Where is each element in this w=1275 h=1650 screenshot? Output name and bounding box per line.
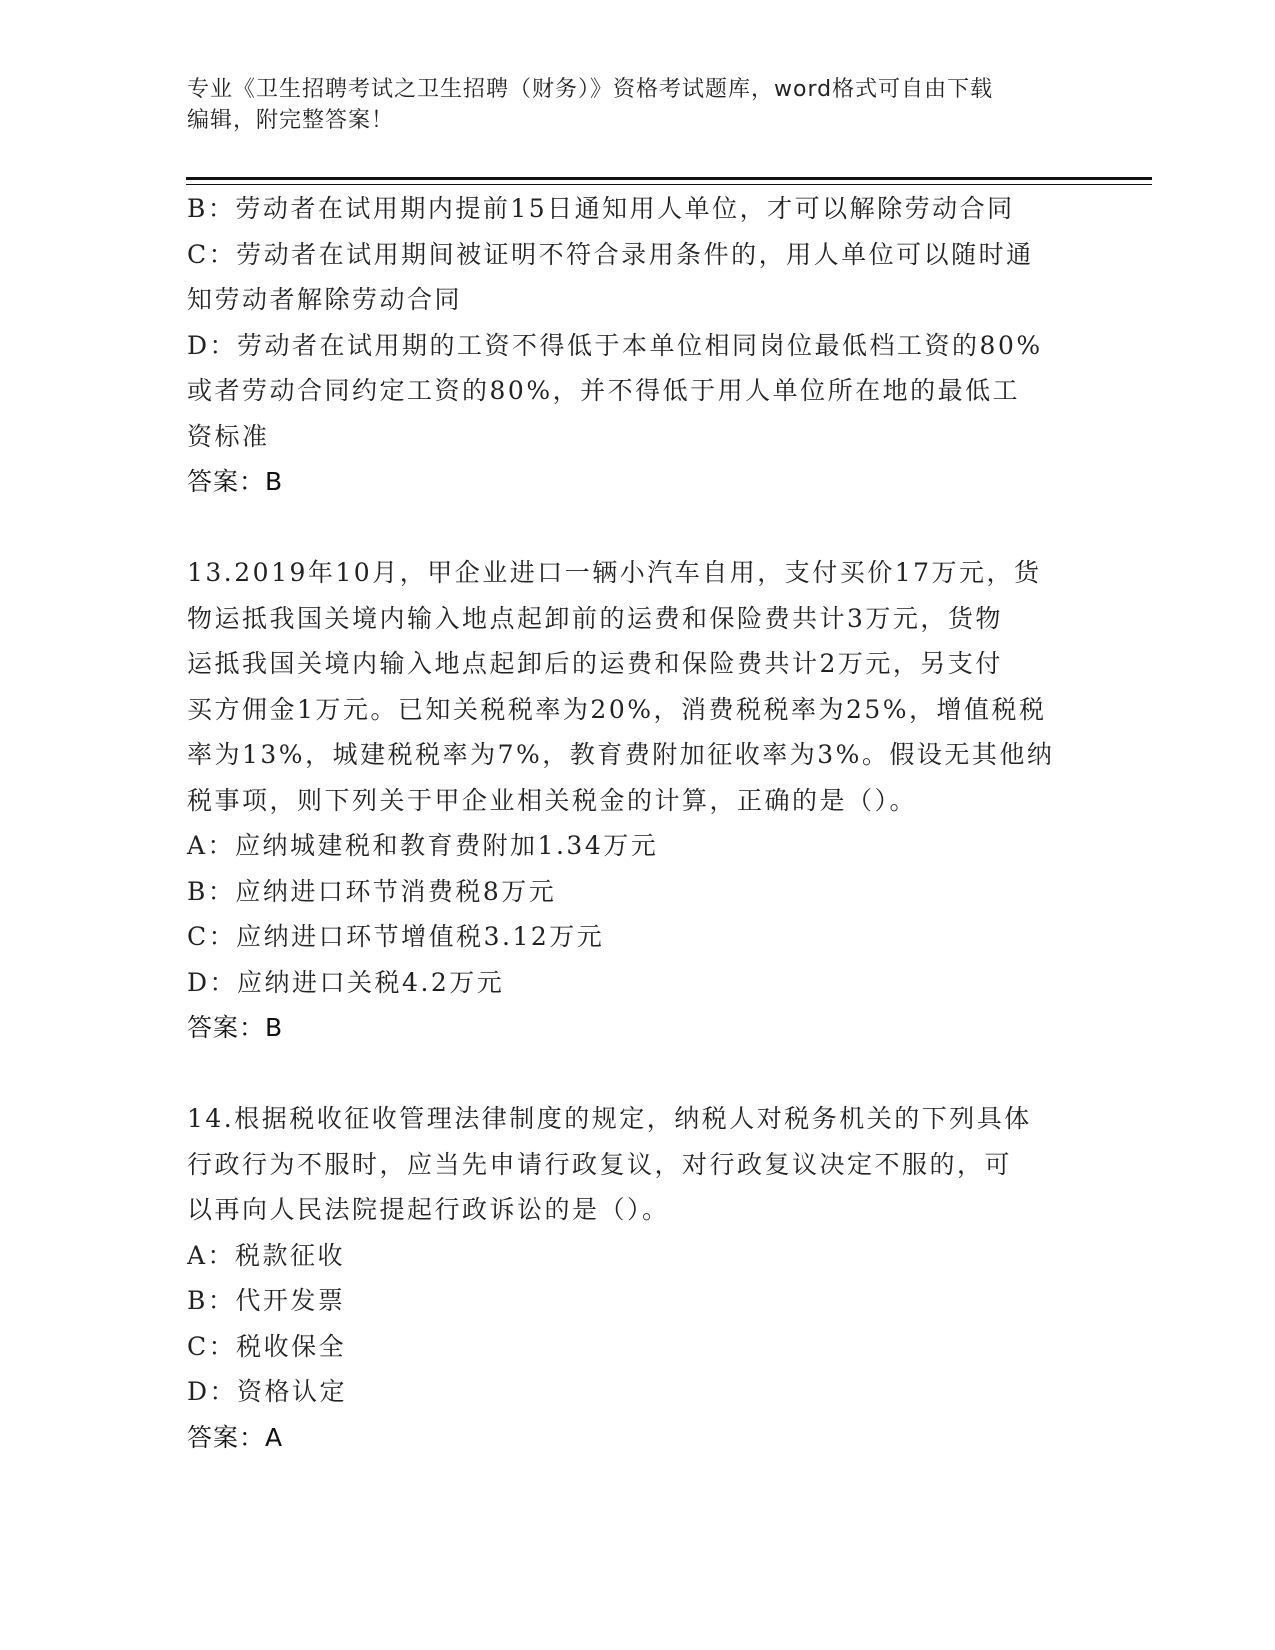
option-b: B：代开发票: [187, 1286, 346, 1315]
option-a: A：税款征收: [187, 1240, 346, 1270]
option-c: C：应纳进口环节增值税3.12万元: [187, 922, 605, 951]
option-b: B：应纳进口环节消费税8万元: [187, 876, 557, 906]
question-12-options: [187, 186, 1087, 459]
option-d-cont-2: 资标准: [187, 421, 270, 451]
question-14-stem: 行政行为不服时，应当先申请行政复议，对行政复议决定不服的，可: [187, 1149, 1013, 1179]
option-a: A：应纳城建税和教育费附加1.34万元: [187, 831, 659, 860]
question-13-stem: 税事项，则下列关于甲企业相关税金的计算，正确的是（）。: [187, 785, 918, 815]
option-c: C：税收保全: [187, 1331, 347, 1361]
document-body: [187, 186, 1087, 1460]
option-d: D：资格认定: [187, 1377, 348, 1406]
option-d-cont: 或者劳动合同约定工资的80%，并不得低于用人单位所在地的最低工: [187, 376, 1021, 405]
answer-14: 答案：A: [187, 1422, 284, 1452]
option-d: D：劳动者在试用期的工资不得低于本单位相同岗位最低档工资的80%: [187, 330, 1043, 360]
option-c-cont: 知劳动者解除劳动合同: [187, 285, 463, 314]
question-13: [187, 550, 1087, 1005]
answer-13: 答案：B: [187, 1013, 284, 1042]
question-14: [187, 1096, 1087, 1415]
option-c: C：劳动者在试用期间被证明不符合录用条件的，用人单位可以随时通: [187, 239, 1034, 269]
header-divider-thin: [186, 184, 1152, 185]
header-divider: [186, 177, 1152, 180]
header-line-1: 专业《卫生招聘考试之卫生招聘（财务）》资格考试题库，word格式可自由下载: [187, 77, 994, 102]
header-line-2: 编辑，附完整答案！: [187, 108, 395, 133]
option-b: B：劳动者在试用期内提前15日通知用人单位，才可以解除劳动合同: [187, 194, 1015, 223]
spacer: [187, 505, 1087, 551]
question-13-stem: 买方佣金1万元。已知关税税率为20%，消费税税率为25%，增值税税: [187, 694, 1047, 724]
document-header: [187, 74, 1067, 136]
question-14-stem: 14.根据税收征收管理法律制度的规定，纳税人对税务机关的下列具体: [187, 1104, 1032, 1133]
question-13-stem: 13.2019年10月，甲企业进口一辆小汽车自用，支付买价17万元，货: [187, 558, 1042, 587]
question-14-stem: 以再向人民法院提起行政诉讼的是（）。: [187, 1195, 670, 1224]
option-d: D：应纳进口关税4.2万元: [187, 967, 505, 997]
question-13-stem: 运抵我国关境内输入地点起卸后的运费和保险费共计2万元，另支付: [187, 649, 1003, 678]
spacer: [187, 1051, 1087, 1097]
question-13-stem: 物运抵我国关境内输入地点起卸前的运费和保险费共计3万元，货物: [187, 603, 1003, 633]
answer-12: 答案：B: [187, 467, 284, 496]
question-13-stem: 率为13%，城建税税率为7%，教育费附加征收率为3%。假设无其他纳: [187, 740, 1055, 769]
